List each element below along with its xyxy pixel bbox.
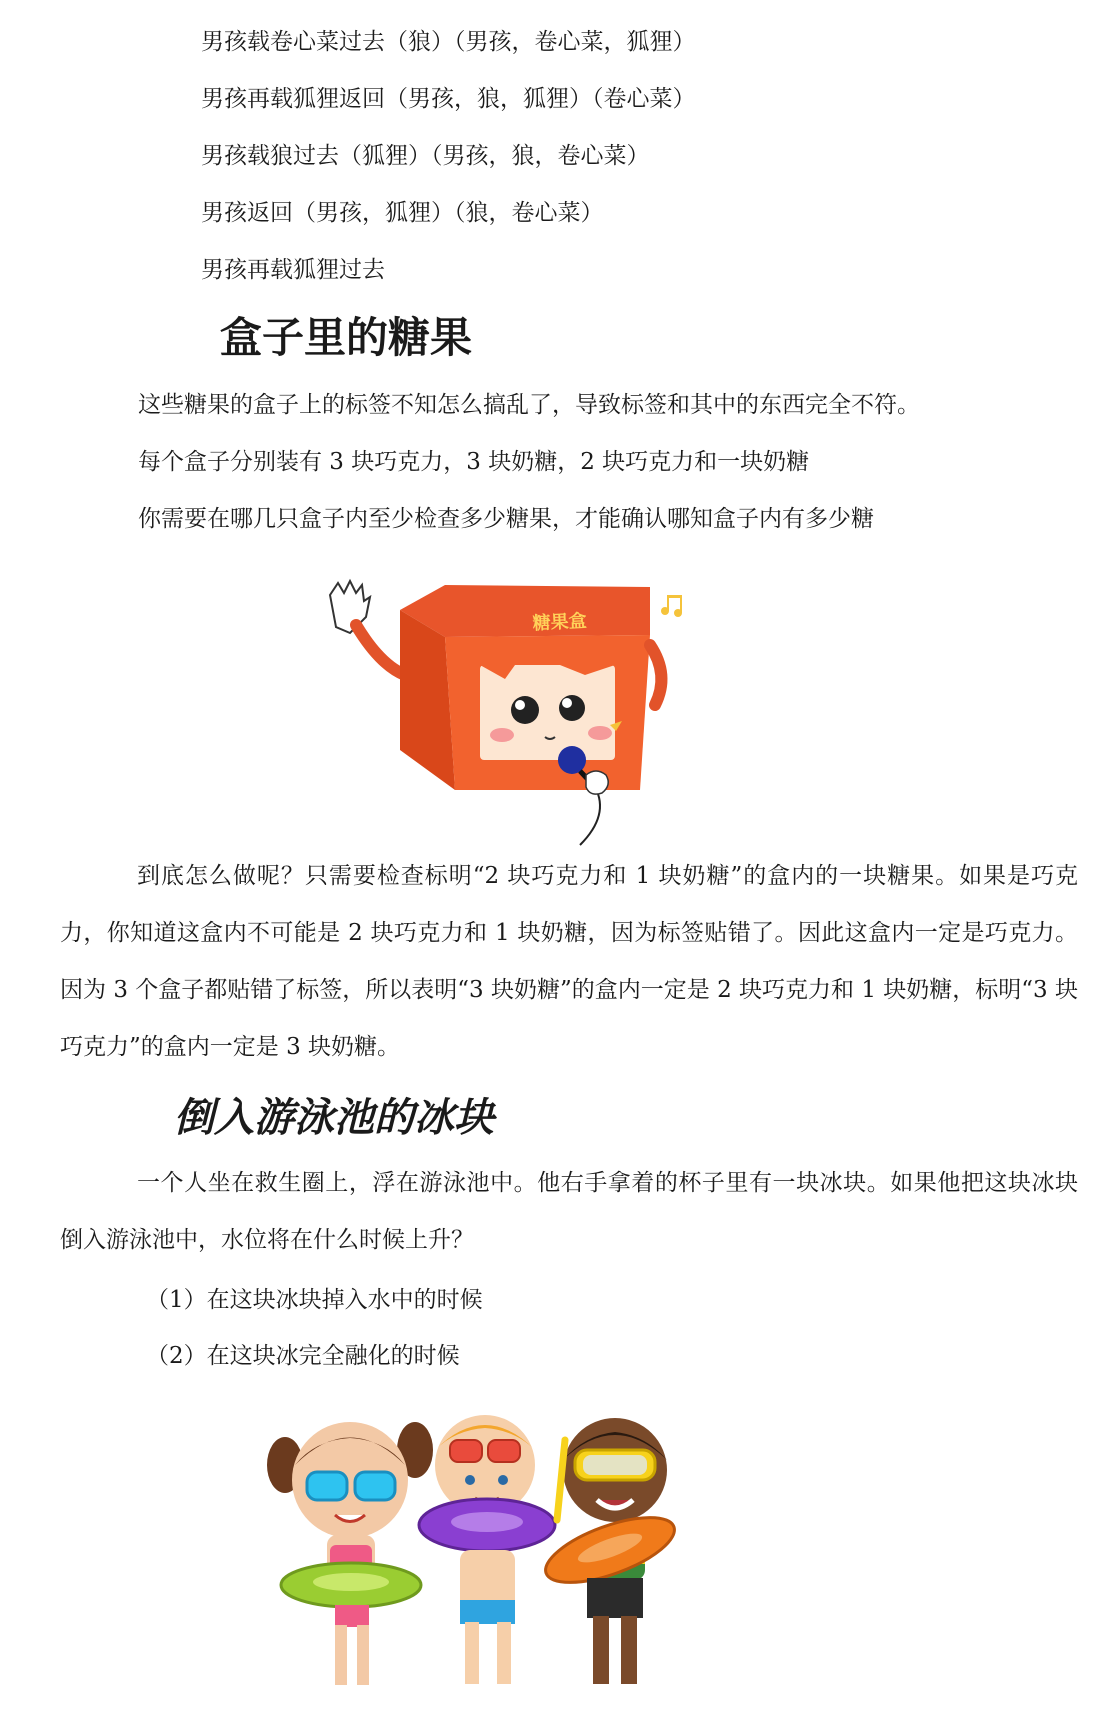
- step-line-3: 男孩载狼过去（狐狸）（男孩，狼，卷心菜）: [201, 143, 650, 169]
- candy-line-3: 你需要在哪几只盒子内至少检查多少糖果，才能确认哪知盒子内有多少糖: [138, 506, 874, 532]
- ice-question-paragraph: 一个人坐在救生圈上，浮在游泳池中。他右手拿着的杯子里有一块冰块。如果他把这块冰块倒入游泳池中，水位将在什么时候上升？: [60, 1170, 1078, 1253]
- ice-option-1: （1）在这块冰块掉入水中的时候: [146, 1287, 483, 1313]
- swimming-kids-illustration: [265, 1410, 705, 1710]
- step-line-5: 男孩再载狐狸过去: [201, 257, 385, 283]
- step-line-2: 男孩再载狐狸返回（男孩，狼，狐狸）（卷心菜）: [201, 86, 696, 112]
- snorkel-boy-swimmer-icon: [538, 1418, 682, 1684]
- music-notes-icon: [661, 595, 682, 617]
- ice-option-2: （2）在这块冰完全融化的时候: [146, 1343, 460, 1369]
- candy-box-mascot-illustration: [310, 575, 780, 855]
- box-label: 糖果盒: [532, 610, 588, 635]
- step-line-4: 男孩返回（男孩，狐狸）（狼，卷心菜）: [201, 200, 604, 226]
- candy-line-2: 每个盒子分别装有 3 块巧克力，3 块奶糖，2 块巧克力和一块奶糖: [138, 449, 810, 475]
- candy-line-1: 这些糖果的盒子上的标签不知怎么搞乱了，导致标签和其中的东西完全不符。: [138, 392, 920, 418]
- ice-section-title: 倒入游泳池的冰块: [174, 1095, 494, 1141]
- step-line-1: 男孩载卷心菜过去（狼）（男孩，卷心菜，狐狸）: [201, 29, 696, 55]
- waving-glove-icon: [330, 581, 370, 633]
- candy-answer-paragraph: 到底怎么做呢？只需要检查标明“2 块巧克力和 1 块奶糖”的盒内的一块糖果。如果是巧克力，你知道这盒内不可能是 2 块巧克力和 1 块奶糖，因为标签贴错了。因此这盒内一定是巧克力。因为 3 个盒子都贴错了标签，所以表明“3 块奶糖”的盒内一定是 2 块巧克力和 1 块奶糖，标明“3 块巧克力”的盒内一定是 3 块奶糖。: [60, 863, 1078, 1060]
- boy-swimmer-icon: [419, 1415, 555, 1684]
- candy-section-title: 盒子里的糖果: [220, 313, 473, 362]
- girl-swimmer-icon: [267, 1422, 433, 1685]
